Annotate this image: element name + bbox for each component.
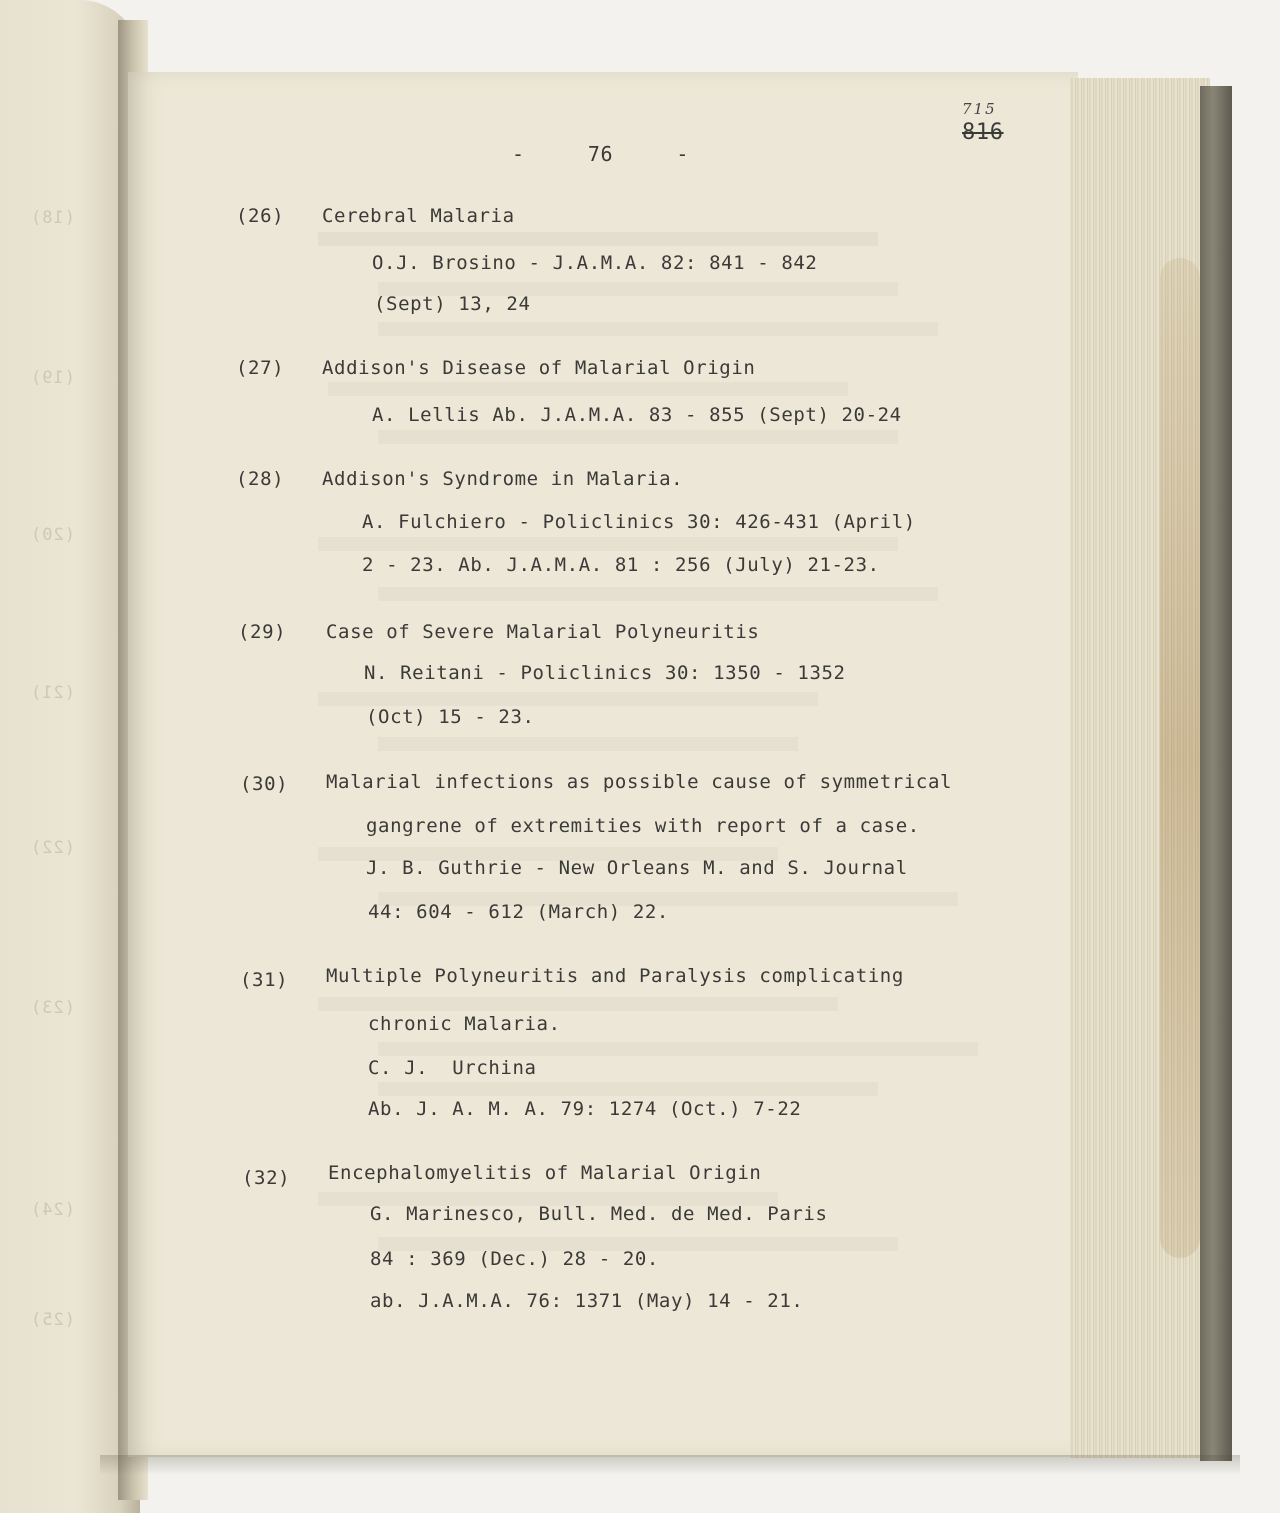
entry-title: Multiple Polyneuritis and Paralysis complicating <box>326 965 904 987</box>
ghost-number: (23) <box>30 998 75 1018</box>
ghost-number: (21) <box>30 683 75 703</box>
entry-number: (26) <box>236 205 285 227</box>
entry-line: 44: 604 - 612 (March) 22. <box>368 901 669 923</box>
entry-number: (27) <box>236 357 285 379</box>
ghost-number: (18) <box>30 208 75 228</box>
entry-line: C. J. Urchina <box>368 1057 537 1079</box>
entry-line: A. Lellis Ab. J.A.M.A. 83 - 855 (Sept) 20-24 <box>372 404 902 426</box>
entry-number: (30) <box>240 773 289 795</box>
entry-line: 2 - 23. Ab. J.A.M.A. 81 : 256 (July) 21-23. <box>362 554 880 576</box>
ghost-number: (22) <box>30 838 75 858</box>
entry-line: G. Marinesco, Bull. Med. de Med. Paris <box>370 1203 828 1225</box>
entry-line: chronic Malaria. <box>368 1013 561 1035</box>
page-number: - 76 - <box>512 142 689 166</box>
ghost-number: (24) <box>30 1200 75 1220</box>
entry-title: Encephalomyelitis of Malarial Origin <box>328 1162 762 1184</box>
entry-line: (Sept) 13, 24 <box>374 293 531 315</box>
entry-line: gangrene of extremities with report of a case. <box>366 815 920 837</box>
entry-number: (31) <box>240 969 289 991</box>
ghost-number: (20) <box>30 525 75 545</box>
entry-line: O.J. Brosino - J.A.M.A. 82: 841 - 842 <box>372 252 818 274</box>
entry-line: Ab. J. A. M. A. 79: 1274 (Oct.) 7-22 <box>368 1098 802 1120</box>
entry-title: Cerebral Malaria <box>322 205 515 227</box>
struck-folio: 816 <box>962 120 1004 145</box>
book-cover <box>1200 86 1232 1461</box>
handwritten-folio: 715 <box>962 100 997 118</box>
entry-line: J. B. Guthrie - New Orleans M. and S. Journal <box>366 857 908 879</box>
entry-line: N. Reitani - Policlinics 30: 1350 - 1352 <box>364 662 846 684</box>
entry-number: (29) <box>238 621 287 643</box>
entry-line: A. Fulchiero - Policlinics 30: 426-431 (April) <box>362 511 916 533</box>
entry-number: (32) <box>242 1167 291 1189</box>
entry-title: Addison's Syndrome in Malaria. <box>322 468 684 490</box>
ghost-number: (25) <box>30 1310 75 1330</box>
entry-line: ab. J.A.M.A. 76: 1371 (May) 14 - 21. <box>370 1290 804 1312</box>
entry-title: Case of Severe Malarial Polyneuritis <box>326 621 760 643</box>
entry-number: (28) <box>236 468 285 490</box>
entry-line: 84 : 369 (Dec.) 28 - 20. <box>370 1248 659 1270</box>
entry-line: (Oct) 15 - 23. <box>366 706 535 728</box>
shadow <box>100 1455 1240 1475</box>
ghost-number: (19) <box>30 368 75 388</box>
page-edges <box>1070 78 1210 1458</box>
entry-title: Malarial infections as possible cause of symmetrical <box>326 771 953 793</box>
entry-title: Addison's Disease of Malarial Origin <box>322 357 756 379</box>
